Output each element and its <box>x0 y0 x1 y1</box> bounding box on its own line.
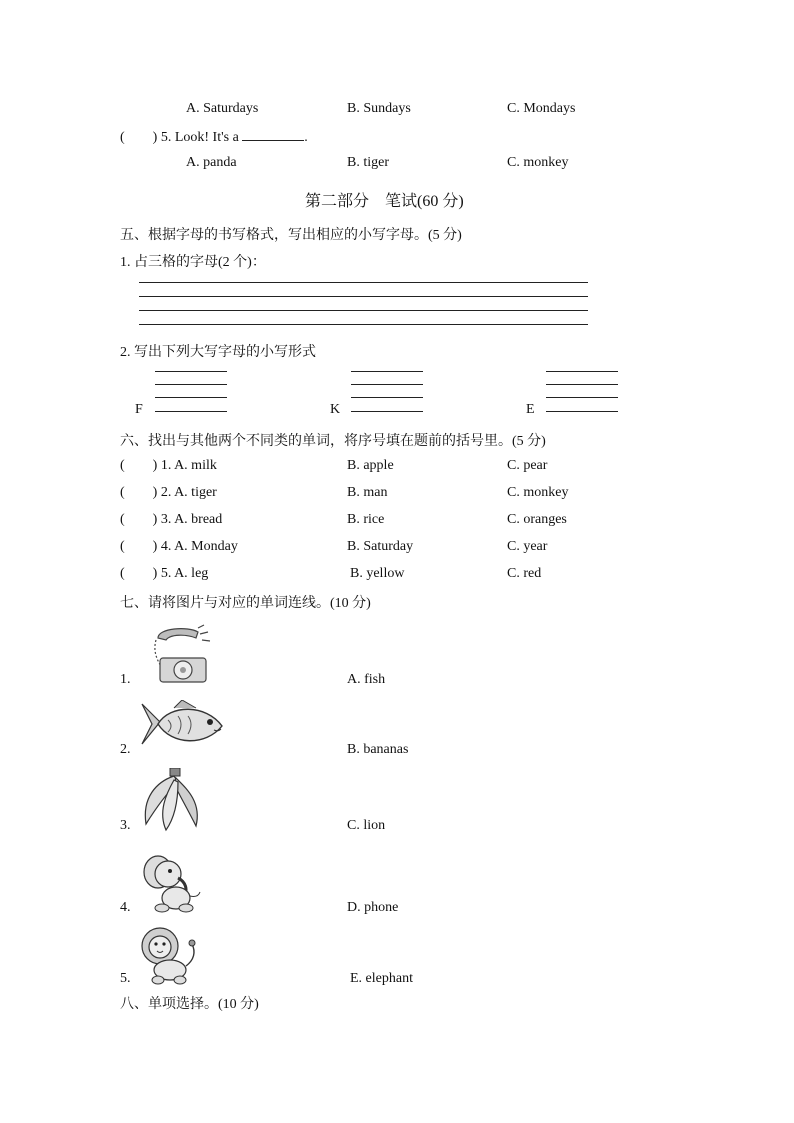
q5-option-c: C. monkey <box>507 155 569 170</box>
fish-icon[interactable] <box>140 700 226 750</box>
section-6-title: 六、找出与其他两个不同类的单词，将序号填在题前的括号里。(5 分) <box>120 434 546 449</box>
letter-e: E <box>526 402 535 417</box>
answer-paren-open: ( <box>120 566 125 581</box>
section-5-title: 五、根据字母的书写格式，写出相应的小写字母。(5 分) <box>120 228 462 243</box>
q4-option-b: B. Sundays <box>347 101 411 116</box>
section-8-title: 八、单项选择。(10 分) <box>120 997 259 1012</box>
answer-paren-close: ) <box>152 458 158 473</box>
sec6-row-3 <box>120 512 222 528</box>
option-a: 3. A. bread <box>160 512 223 527</box>
answer-paren-open: ( <box>120 130 125 145</box>
sec6-row-2-b: B. man <box>347 485 388 500</box>
answer-paren-open: ( <box>120 512 125 527</box>
sec6-row-5-c: C. red <box>507 566 542 581</box>
q4-option-a: A. Saturdays <box>186 101 259 116</box>
answer-paren-open: ( <box>120 539 125 554</box>
letter-k: K <box>330 402 341 417</box>
sec6-row-2-c: C. monkey <box>507 485 569 500</box>
answer-paren-close: ) <box>152 512 158 527</box>
match-number-2: 2. <box>120 742 131 757</box>
sec6-row-5 <box>120 566 208 582</box>
match-number-4: 4. <box>120 900 131 915</box>
section-7-title: 七、请将图片与对应的单词连线。(10 分) <box>120 596 371 611</box>
sec6-row-1 <box>120 458 217 474</box>
match-word-d[interactable]: D. phone <box>347 900 399 915</box>
answer-paren-close: ) <box>152 539 158 554</box>
sec6-row-5-b: B. yellow <box>350 566 405 581</box>
sec6-row-4-c: C. year <box>507 539 548 554</box>
sec6-row-3-c: C. oranges <box>507 512 567 527</box>
sec6-row-3-b: B. rice <box>347 512 385 527</box>
answer-paren-open: ( <box>120 485 125 500</box>
stem-period: . <box>304 130 308 145</box>
option-a: 5. A. leg <box>160 566 209 581</box>
answer-paren-close: ) <box>152 130 158 145</box>
q5-stem-line <box>120 128 308 146</box>
option-a: 4. A. Monday <box>160 539 238 554</box>
sec6-row-4 <box>120 539 238 555</box>
answer-paren-close: ) <box>152 485 158 500</box>
part-two-title: 第二部分 笔试(60 分) <box>305 193 464 210</box>
match-number-3: 3. <box>120 818 131 833</box>
bananas-icon[interactable] <box>136 768 206 832</box>
match-number-5: 5. <box>120 971 131 986</box>
telephone-icon[interactable] <box>148 624 214 686</box>
q4-option-c: C. Mondays <box>507 101 576 116</box>
fill-blank[interactable] <box>242 128 304 141</box>
sec6-row-4-b: B. Saturday <box>347 539 414 554</box>
lion-icon[interactable] <box>136 926 200 986</box>
sec6-row-1-b: B. apple <box>347 458 394 473</box>
section-5-sub2: 2. 写出下列大写字母的小写形式 <box>120 345 316 360</box>
q5-option-b: B. tiger <box>347 155 389 170</box>
match-word-e[interactable]: E. elephant <box>350 971 413 986</box>
option-a: 1. A. milk <box>160 458 217 473</box>
match-word-b[interactable]: B. bananas <box>347 742 409 757</box>
sec6-row-2 <box>120 485 217 501</box>
match-word-c[interactable]: C. lion <box>347 818 386 833</box>
answer-paren-close: ) <box>152 566 158 581</box>
elephant-icon[interactable] <box>140 852 204 914</box>
answer-paren-open: ( <box>120 458 125 473</box>
letter-f: F <box>135 402 143 417</box>
match-word-a[interactable]: A. fish <box>347 672 386 687</box>
sec6-row-1-c: C. pear <box>507 458 548 473</box>
option-a: 2. A. tiger <box>160 485 217 500</box>
match-number-1: 1. <box>120 672 131 687</box>
question-stem: 5. Look! It's a <box>160 130 239 145</box>
q5-option-a: A. panda <box>186 155 237 170</box>
section-5-sub1: 1. 占三格的字母(2 个)： <box>120 255 266 270</box>
